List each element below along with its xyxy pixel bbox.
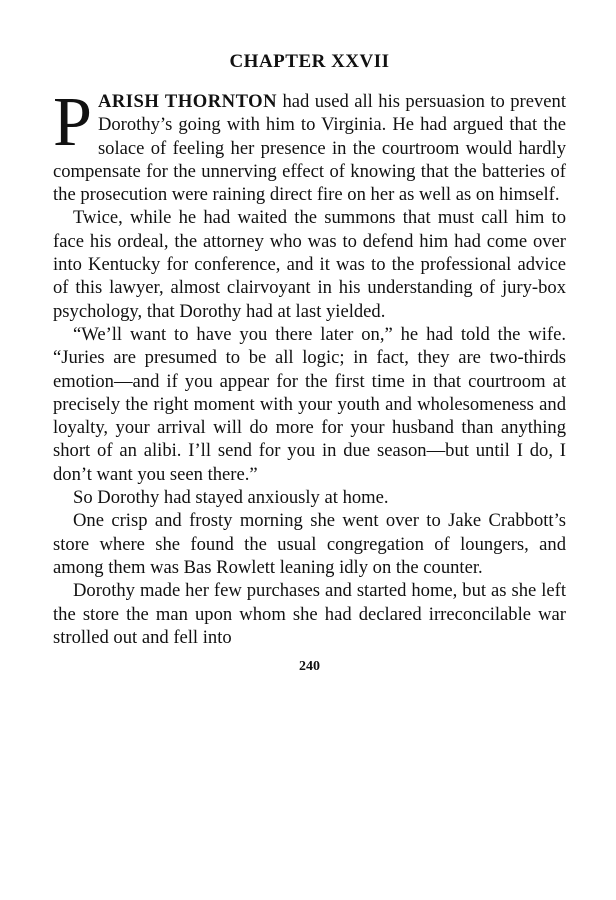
chapter-title: CHAPTER XXVII: [229, 51, 390, 72]
lead-in-text: ARISH THORNTON: [97, 91, 278, 112]
book-page: [53, 48, 566, 677]
opening-paragraph: [53, 84, 566, 206]
paragraph-2: Twice, while he had waited the summons that must call him to face his ordeal, the attorney who was to defend him had come over into Kentucky for conference, and it was to the professional advice of this lawyer, almost clairvoyant in his understanding of jury-box psychology, that Dorothy had at last yielded.: [53, 207, 566, 322]
drop-cap: P: [53, 84, 92, 161]
paragraph-5: One crisp and frosty morning she went over to Jake Crabbott’s store where she found the usual congregation of loungers, and among them was Bas Rowlett leaning idly on the counter.: [53, 510, 566, 578]
page-number: 240: [299, 659, 320, 675]
paragraph-3: “We’ll want to have you there later on,” he had told the wife. “Juries are presumed to be all logic; in fact, they are two-thirds emotion—and if you appear for the first time in that courtroom at precisely the right moment with your youth and wholesomeness and loyalty, your arrival will do more for your husband than anything short of an alibi. I’ll send for you in due season—but until I do, I don’t want you seen there.”: [53, 323, 566, 485]
paragraph-6: Dorothy made her few purchases and started home, but as she left the store the man upon whom she had declared irreconcilable war strolled out and fell into: [53, 580, 566, 648]
paragraph-4: So Dorothy had stayed anxiously at home.: [73, 487, 389, 509]
opening-paragraph-text: had used all his persuasion to prevent Dorothy’s going with him to Virginia. He had argued that the solace of feeling her presence in the courtroom would hardly compensate for the unnerving effect of knowing that the batteries of the prosecution were raining direct fire on her as well as on himself.: [53, 91, 566, 206]
